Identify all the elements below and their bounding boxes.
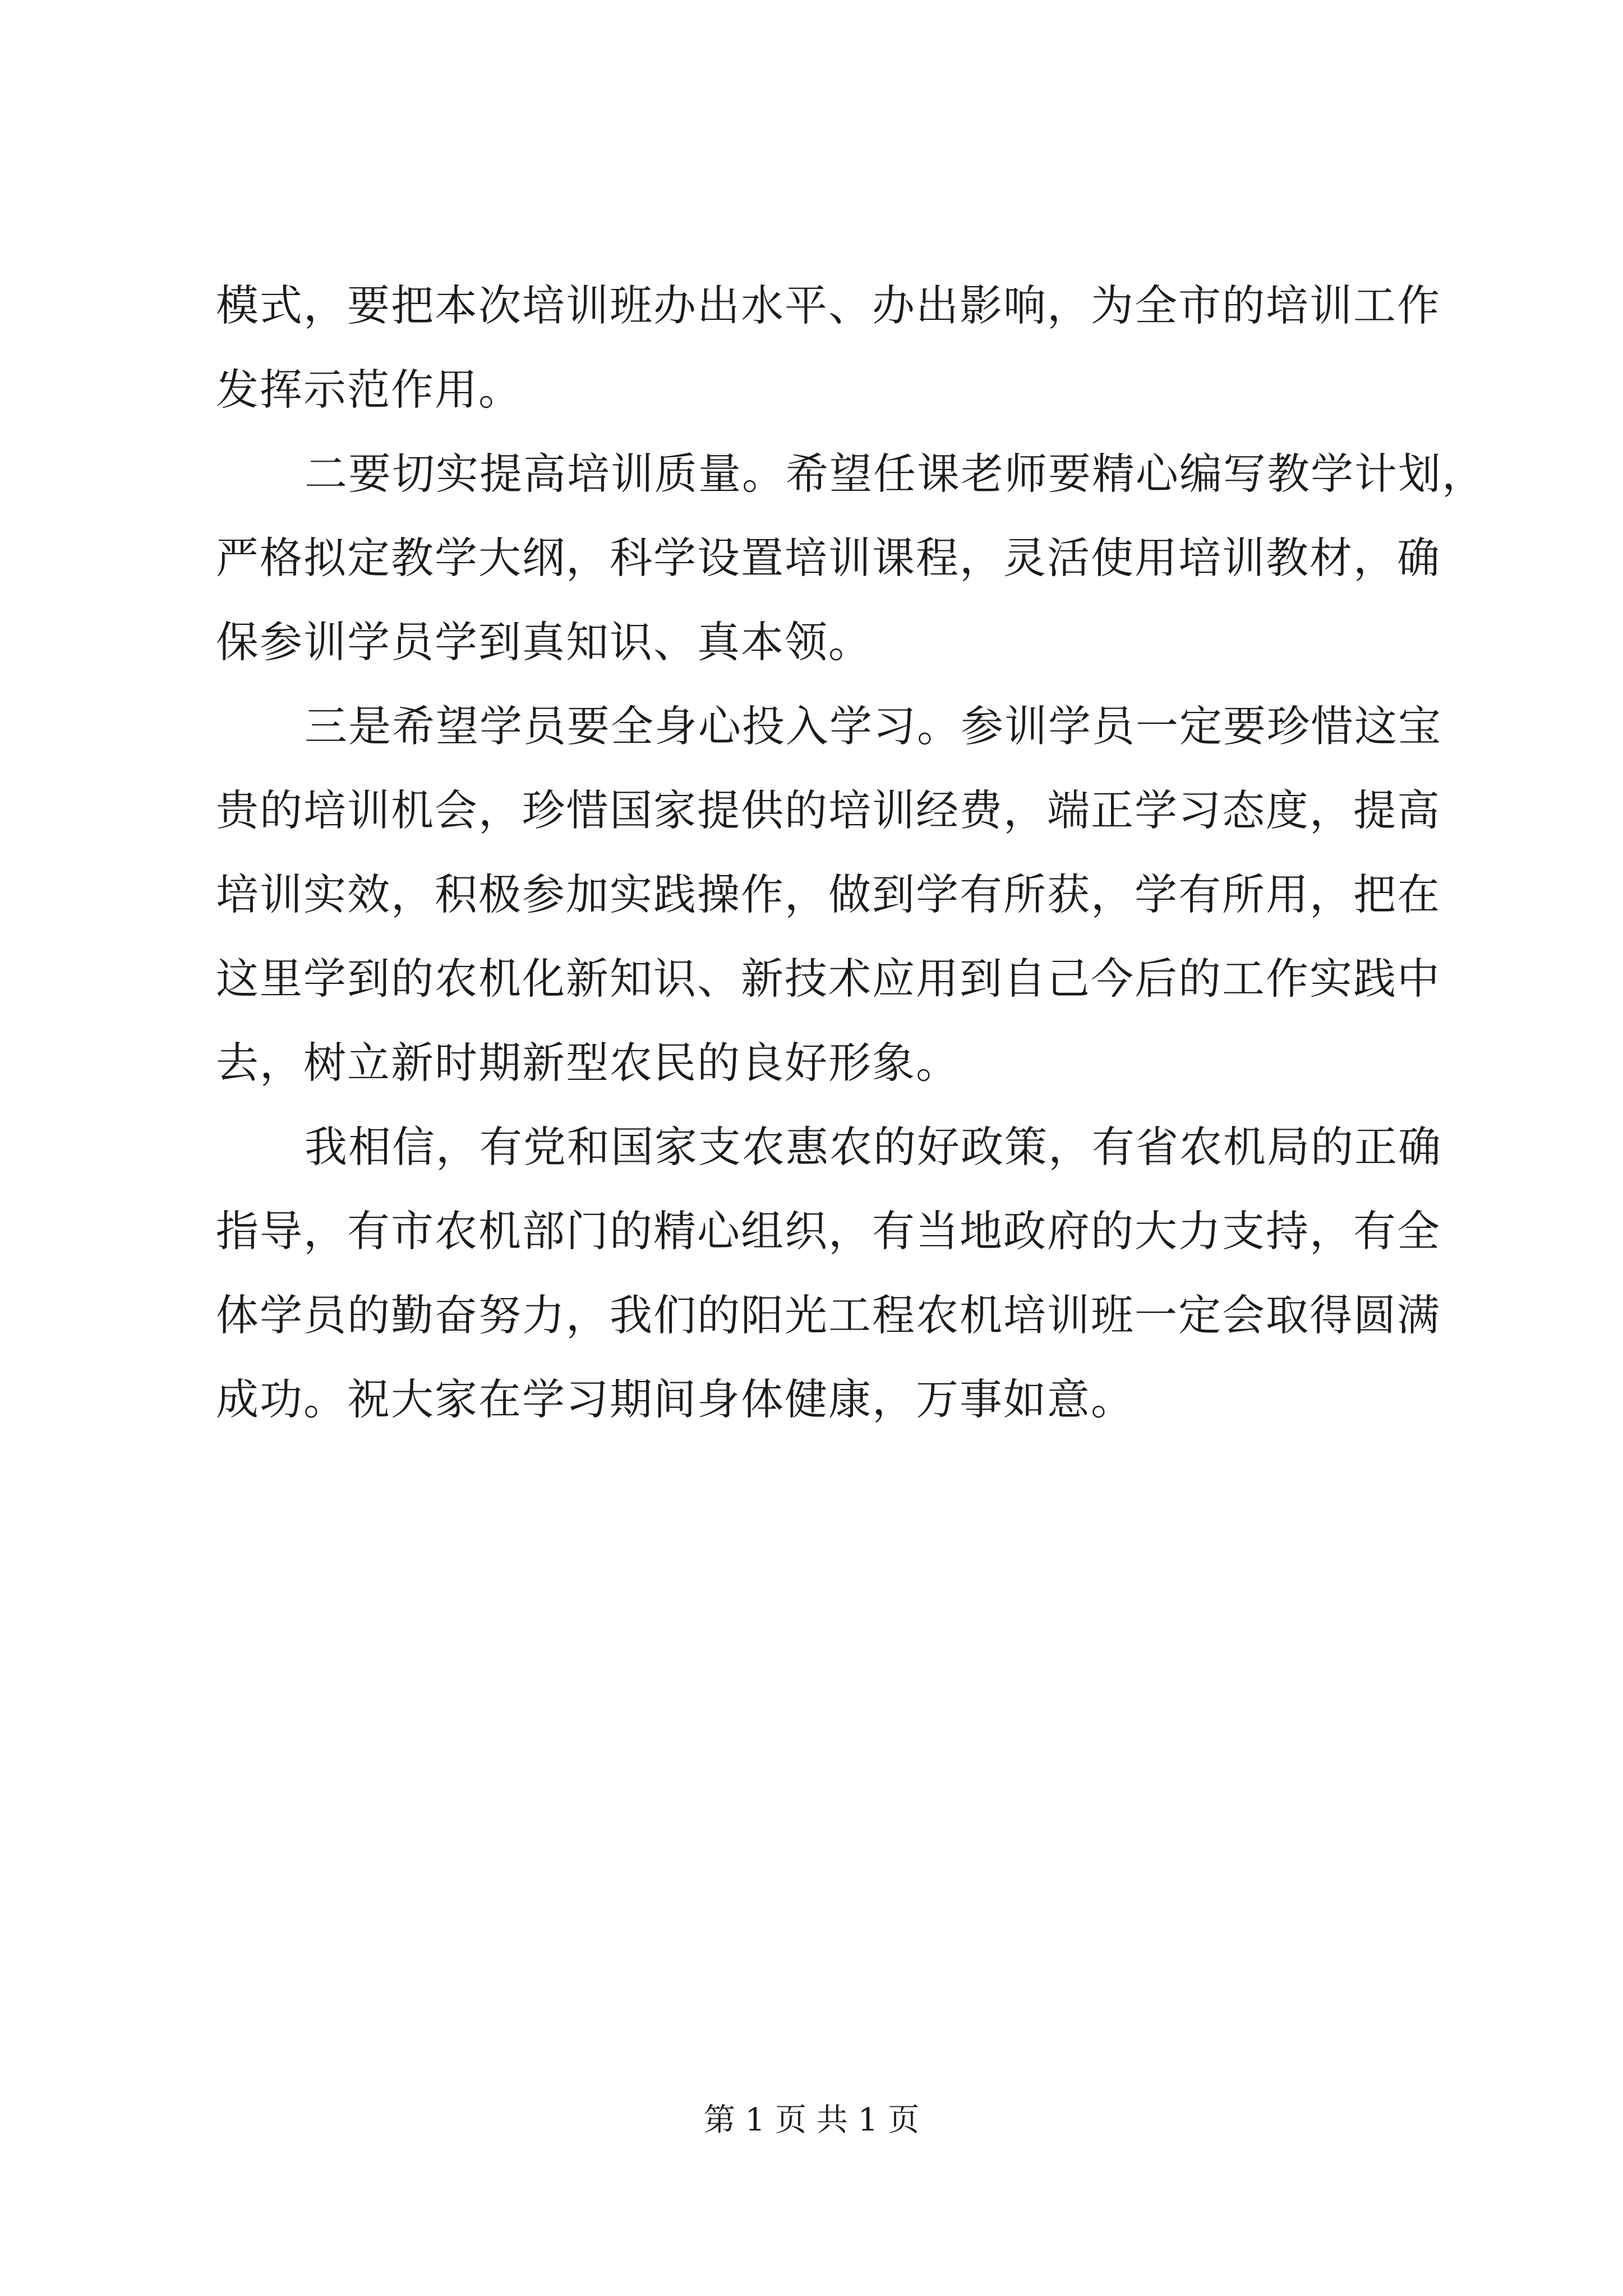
- paragraph-line: 我相信，有党和国家支农惠农的好政策，有省农机局的正确: [305, 1122, 1442, 1172]
- paragraph-line: 成功。祝大家在学习期间身体健康，万事如意。: [216, 1374, 1135, 1424]
- paragraph-line: 二要切实提高培训质量。希望任课老师要精心编写教学计划，: [305, 449, 1486, 499]
- paragraph-line: 这里学到的农机化新知识、新技术应用到自己今后的工作实践中: [216, 954, 1441, 1004]
- document-body: [216, 264, 1486, 1442]
- paragraph-line: 贵的培训机会，珍惜国家提供的培训经费，端正学习态度，提高: [216, 785, 1441, 835]
- page-footer: 第 1 页 共 1 页: [703, 2102, 920, 2138]
- paragraph-line: 去，树立新时期新型农民的良好形象。: [216, 1038, 960, 1088]
- paragraph-line: 模式，要把本次培训班办出水平、办出影响，为全市的培训工作: [216, 280, 1441, 330]
- paragraph-line: 体学员的勤奋努力，我们的阳光工程农机培训班一定会取得圆满: [216, 1290, 1441, 1340]
- paragraph-line: 三是希望学员要全身心投入学习。参训学员一定要珍惜这宝: [305, 701, 1442, 751]
- paragraph-line: 发挥示范作用。: [216, 365, 522, 415]
- paragraph-line: 保参训学员学到真知识、真本领。: [216, 617, 872, 667]
- paragraph-line: 严格拟定教学大纲，科学设置培训课程，灵活使用培训教材，确: [216, 533, 1441, 583]
- paragraph-line: 培训实效，积极参加实践操作，做到学有所获，学有所用，把在: [216, 869, 1441, 919]
- paragraph-line: 指导，有市农机部门的精心组织，有当地政府的大力支持，有全: [216, 1206, 1441, 1256]
